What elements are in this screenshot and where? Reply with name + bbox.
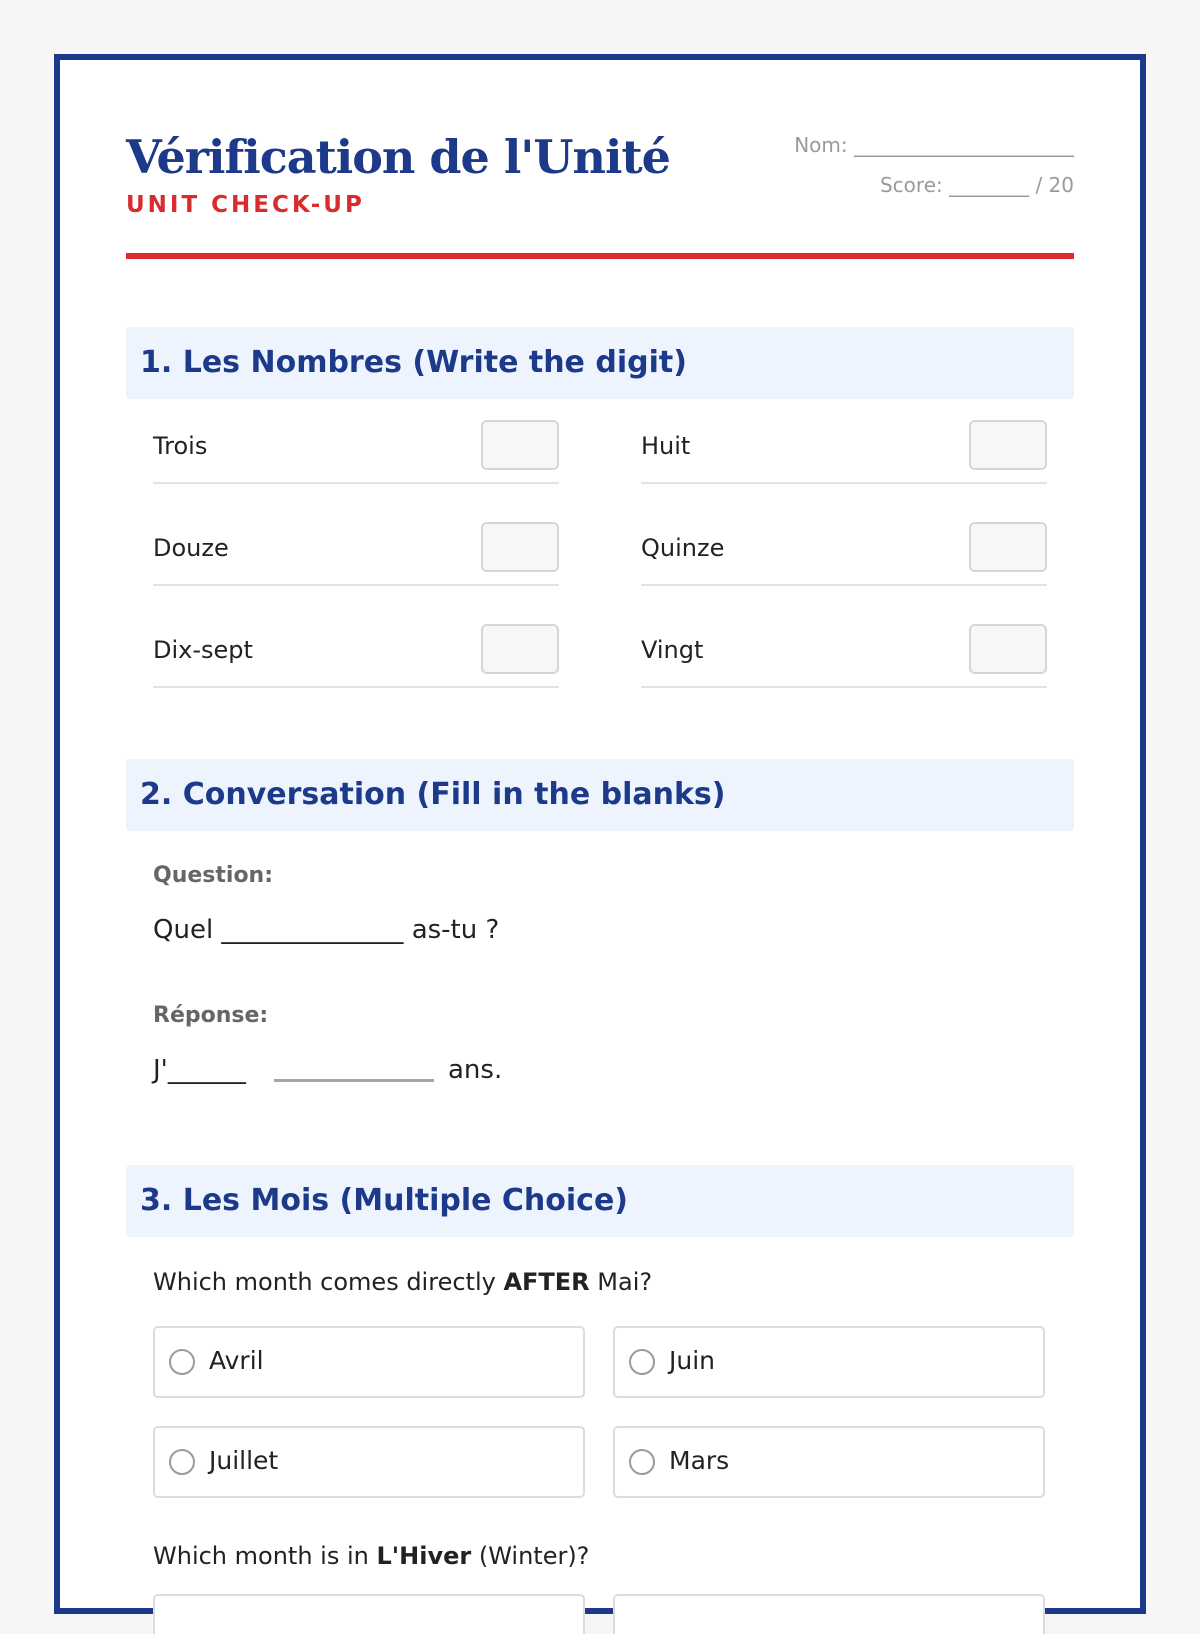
month-question-2 bbox=[153, 1542, 589, 1570]
question-text: Which month is in bbox=[153, 1542, 377, 1570]
number-item bbox=[153, 420, 559, 484]
radio-circle-icon[interactable] bbox=[169, 1449, 195, 1475]
section-heading-conversation: 2. Conversation (Fill in the blanks) bbox=[126, 759, 1074, 831]
month-question-1 bbox=[153, 1268, 652, 1296]
number-item bbox=[153, 522, 559, 586]
worksheet-header bbox=[126, 130, 1074, 260]
section-heading-numbers: 1. Les Nombres (Write the digit) bbox=[126, 327, 1074, 399]
number-word: Trois bbox=[153, 432, 208, 460]
answer-label: Réponse: bbox=[153, 1003, 269, 1028]
radio-circle-icon[interactable] bbox=[629, 1349, 655, 1375]
choice-label: Avril bbox=[209, 1346, 264, 1375]
question-text: Mai? bbox=[589, 1268, 653, 1296]
answer-prefix[interactable]: J'______ bbox=[153, 1055, 246, 1085]
answer-suffix: ans. bbox=[448, 1055, 503, 1085]
choice-option[interactable] bbox=[153, 1426, 585, 1498]
question-text: (Winter)? bbox=[471, 1542, 590, 1570]
number-item bbox=[641, 420, 1047, 484]
digit-answer-box[interactable] bbox=[969, 624, 1047, 674]
number-word: Huit bbox=[641, 432, 691, 460]
page-subtitle: UNIT CHECK-UP bbox=[126, 192, 365, 218]
digit-answer-box[interactable] bbox=[481, 522, 559, 572]
choice-option[interactable] bbox=[613, 1426, 1045, 1498]
header-divider bbox=[126, 253, 1074, 259]
number-word: Dix-sept bbox=[153, 636, 253, 664]
answer-blank-line[interactable] bbox=[274, 1079, 434, 1082]
name-field[interactable]: Nom: ______________________ bbox=[794, 133, 1074, 157]
radio-circle-icon[interactable] bbox=[629, 1449, 655, 1475]
choice-label: Juin bbox=[669, 1346, 716, 1375]
digit-answer-box[interactable] bbox=[969, 522, 1047, 572]
number-item bbox=[153, 624, 559, 688]
number-item bbox=[641, 624, 1047, 688]
number-word: Vingt bbox=[641, 636, 704, 664]
page-title: Vérification de l'Unité bbox=[126, 130, 670, 184]
digit-answer-box[interactable] bbox=[481, 420, 559, 470]
number-item bbox=[641, 522, 1047, 586]
choice-option[interactable] bbox=[613, 1594, 1045, 1634]
choice-label: Juillet bbox=[209, 1446, 279, 1475]
question-label: Question: bbox=[153, 863, 274, 888]
worksheet-page bbox=[54, 54, 1146, 1614]
radio-circle-icon[interactable] bbox=[169, 1349, 195, 1375]
question-text: Which month comes directly bbox=[153, 1268, 504, 1296]
choice-option[interactable] bbox=[153, 1326, 585, 1398]
student-meta bbox=[794, 130, 1074, 210]
question-emphasis: AFTER bbox=[503, 1268, 590, 1296]
number-word: Quinze bbox=[641, 534, 725, 562]
section-heading-months: 3. Les Mois (Multiple Choice) bbox=[126, 1165, 1074, 1237]
question-sentence[interactable]: Quel ______________ as-tu ? bbox=[153, 915, 500, 945]
number-word: Douze bbox=[153, 534, 229, 562]
choice-label: Mars bbox=[669, 1446, 730, 1475]
choice-option[interactable] bbox=[613, 1326, 1045, 1398]
choice-option[interactable] bbox=[153, 1594, 585, 1634]
score-field: Score: ________ / 20 bbox=[879, 173, 1074, 197]
digit-answer-box[interactable] bbox=[969, 420, 1047, 470]
digit-answer-box[interactable] bbox=[481, 624, 559, 674]
question-emphasis: L'Hiver bbox=[376, 1542, 472, 1570]
